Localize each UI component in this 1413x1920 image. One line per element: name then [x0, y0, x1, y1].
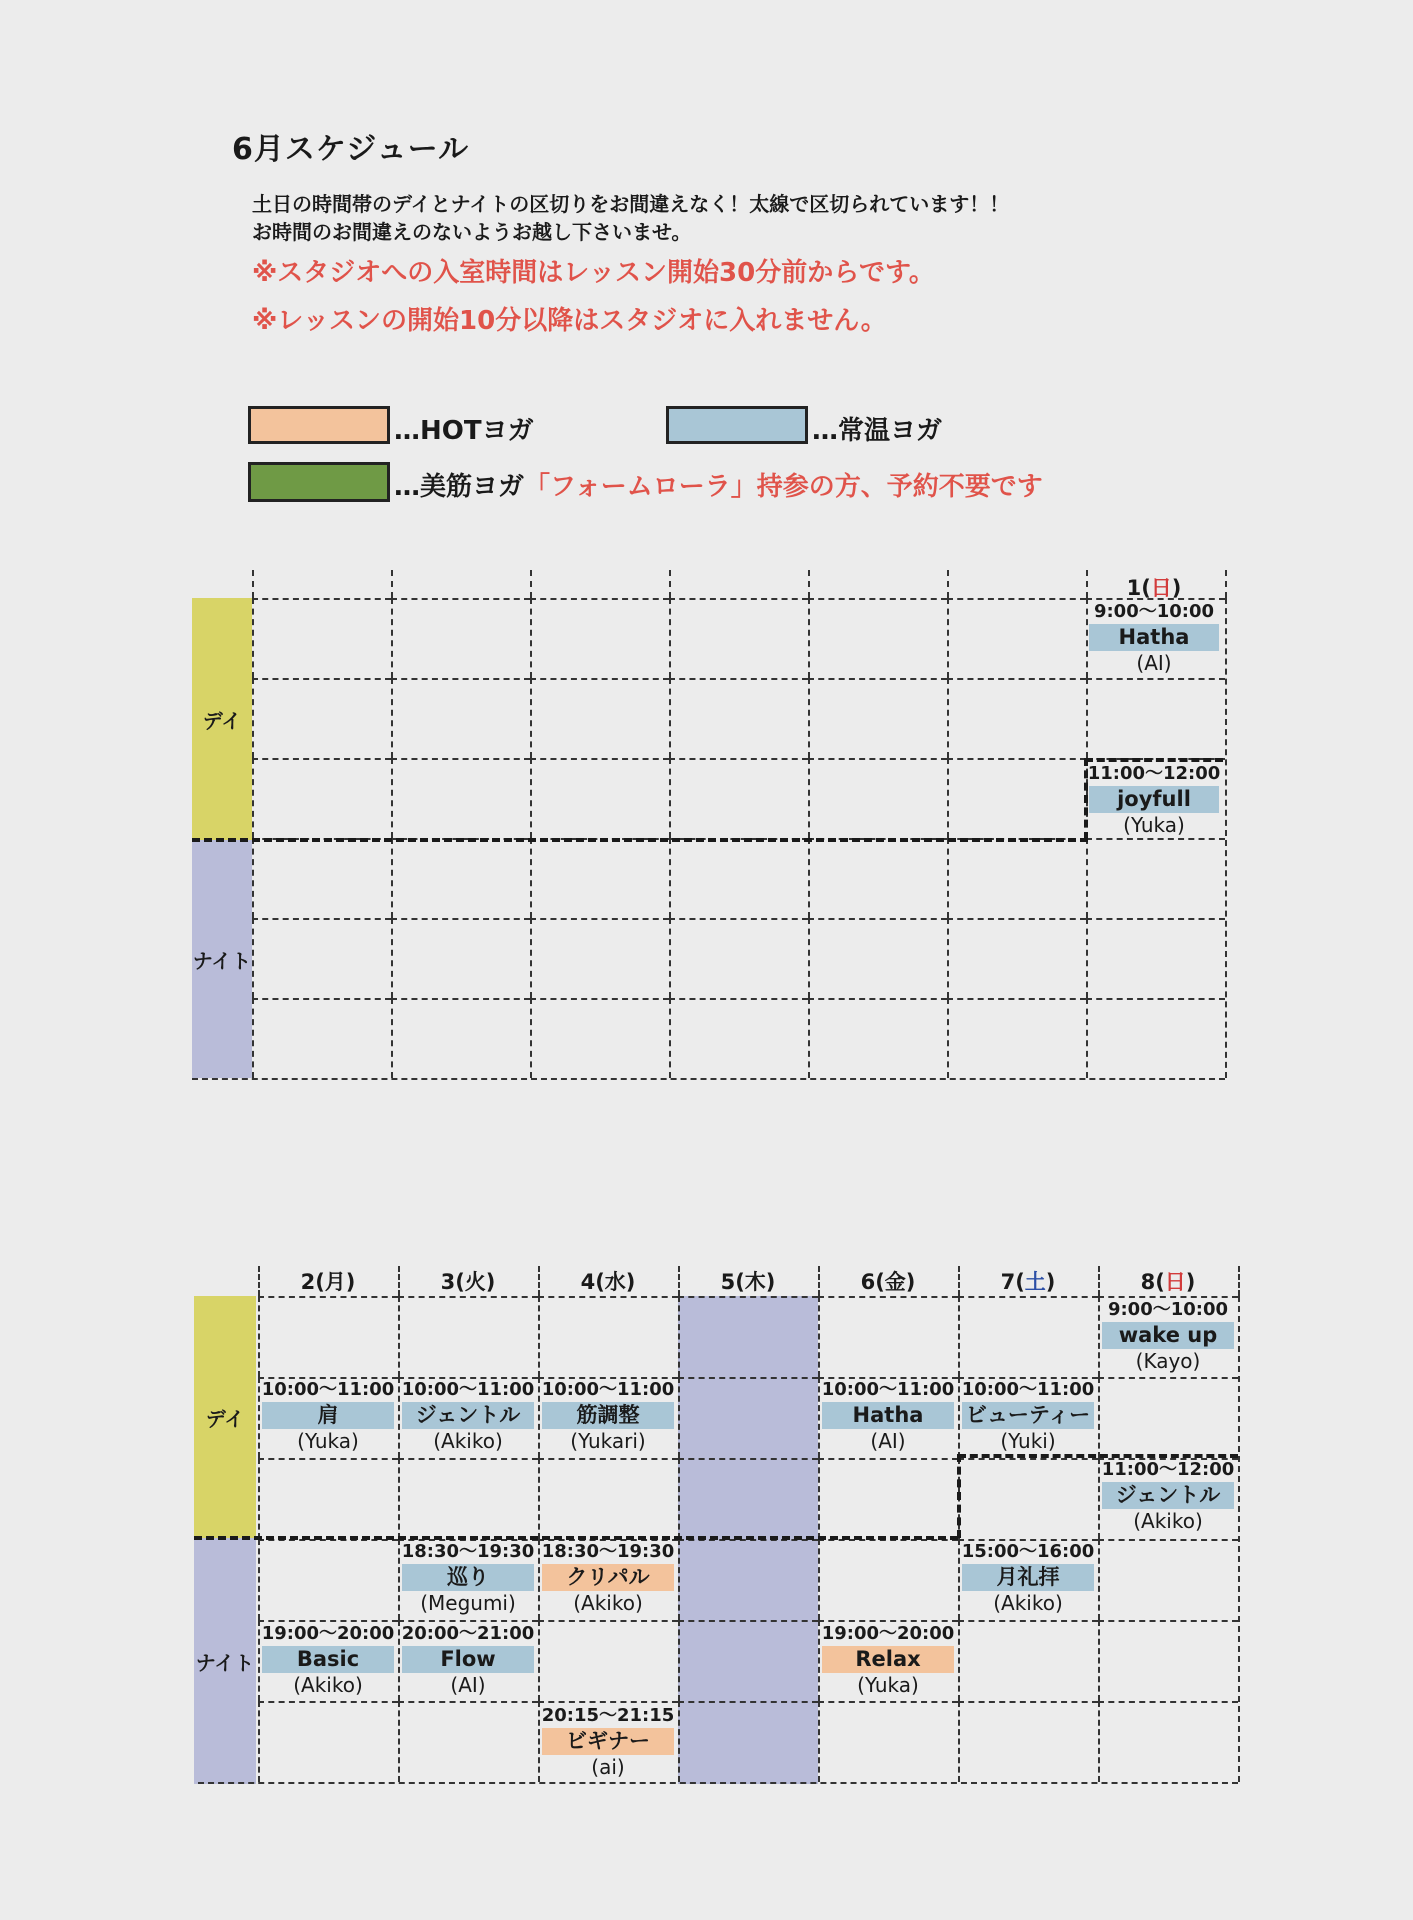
grid-cell — [678, 1701, 818, 1782]
lesson-kata[interactable]: 10:00〜11:00 肩 (Yuka) — [261, 1379, 395, 1453]
grid-cell — [958, 1701, 1098, 1782]
lesson-gentle-8[interactable]: 11:00〜12:00 ジェントル (Akiko) — [1101, 1459, 1235, 1533]
grid-cell — [808, 998, 947, 1078]
grid-cell — [818, 1296, 958, 1377]
weekend-divider-vertical — [957, 1454, 961, 1538]
grid-cell — [669, 678, 808, 758]
grid-right-edge — [1225, 598, 1227, 1078]
grid-cell — [669, 758, 808, 838]
header-tick — [252, 570, 254, 598]
header-tick — [808, 570, 810, 598]
grid-cell — [678, 1539, 818, 1620]
header-tick — [530, 570, 532, 598]
lesson-meguri[interactable]: 18:30〜19:30 巡り (Megumi) — [401, 1541, 535, 1615]
grid-cell — [258, 1296, 398, 1377]
grid-cell — [947, 598, 1086, 678]
section-night: ナイト — [194, 1538, 256, 1784]
lesson-hatha-1[interactable]: 9:00〜10:00 Hatha (AI) — [1085, 600, 1223, 675]
grid-cell — [947, 678, 1086, 758]
grid-cell — [1086, 998, 1225, 1078]
legend-bikin-swatch — [248, 462, 390, 502]
grid-cell — [530, 598, 669, 678]
grid-cell — [252, 998, 391, 1078]
grid-bottom-edge — [198, 1782, 1238, 1784]
grid-cell — [678, 1458, 818, 1539]
header-tick — [947, 570, 949, 598]
grid-cell — [958, 1296, 1098, 1377]
grid-cell — [530, 838, 669, 918]
grid-cell — [391, 598, 530, 678]
grid-cell — [252, 758, 391, 838]
grid-cell — [818, 1539, 958, 1620]
grid-cell — [1086, 918, 1225, 998]
grid-cell — [391, 838, 530, 918]
header-day-4: 4(水) — [580, 1270, 636, 1294]
header-tick — [1238, 1266, 1240, 1296]
grid-cell — [538, 1296, 678, 1377]
grid-cell — [947, 918, 1086, 998]
lesson-basic[interactable]: 19:00〜20:00 Basic (Akiko) — [261, 1623, 395, 1697]
header-day-8: 8(日) — [1140, 1270, 1196, 1294]
grid-right-edge — [1238, 1296, 1240, 1782]
grid-cell — [258, 1539, 398, 1620]
grid-cell — [1098, 1620, 1238, 1701]
grid-cell — [947, 758, 1086, 838]
grid-cell — [1098, 1377, 1238, 1458]
grid-cell — [1086, 678, 1225, 758]
grid-cell — [669, 838, 808, 918]
grid-cell — [808, 678, 947, 758]
grid-cell — [669, 918, 808, 998]
grid-cell — [958, 1458, 1098, 1539]
grid-cell — [538, 1458, 678, 1539]
lesson-beauty[interactable]: 10:00〜11:00 ビューティー (Yuki) — [961, 1379, 1095, 1453]
grid-cell — [252, 918, 391, 998]
lesson-gentle-3[interactable]: 10:00〜11:00 ジェントル (Akiko) — [401, 1379, 535, 1453]
lesson-kinchosei[interactable]: 10:00〜11:00 筋調整 (Yukari) — [541, 1379, 675, 1453]
grid-cell — [818, 1701, 958, 1782]
legend-bikin-label: …美筋ヨガ「フォームローラ」持参の方、予約不要です — [394, 472, 1043, 502]
header-day-2: 2(月) — [300, 1270, 356, 1294]
grid-cell — [398, 1296, 538, 1377]
warning-late-entry: ※レッスンの開始10分以降はスタジオに入れません。 — [252, 306, 887, 336]
grid-cell — [258, 1458, 398, 1539]
grid-cell — [252, 678, 391, 758]
header-tick — [1225, 570, 1227, 598]
lesson-wake-up[interactable]: 9:00〜10:00 wake up (Kayo) — [1098, 1298, 1238, 1373]
section-night: ナイト — [192, 840, 252, 1078]
page-title: 6月スケジュール — [232, 132, 470, 167]
section-day: デイ — [192, 598, 252, 840]
grid-cell — [808, 838, 947, 918]
legend-hot-label: …HOTヨガ — [394, 416, 534, 446]
header-tick — [391, 570, 393, 598]
grid-cell — [808, 918, 947, 998]
grid-cell — [538, 1620, 678, 1701]
lesson-flow[interactable]: 20:00〜21:00 Flow (AI) — [401, 1623, 535, 1697]
grid-cell — [678, 1620, 818, 1701]
lesson-moon-salutation[interactable]: 15:00〜16:00 月礼拝 (Akiko) — [961, 1541, 1095, 1615]
grid-cell — [669, 998, 808, 1078]
grid-cell — [947, 998, 1086, 1078]
header-day-3: 3(火) — [440, 1270, 496, 1294]
grid-bottom-edge — [192, 1078, 1225, 1080]
grid-cell — [1098, 1701, 1238, 1782]
grid-cell — [947, 838, 1086, 918]
lesson-beginner[interactable]: 20:15〜21:15 ビギナー (ai) — [541, 1705, 675, 1779]
legend-hot-swatch — [248, 406, 390, 444]
lesson-relax[interactable]: 19:00〜20:00 Relax (Yuka) — [821, 1623, 955, 1697]
lesson-joyfull-1[interactable]: 11:00〜12:00 joyfull (Yuka) — [1087, 763, 1221, 837]
header-tick — [669, 570, 671, 598]
section-day: デイ — [194, 1296, 256, 1538]
grid-cell — [398, 1701, 538, 1782]
header-day-6: 6(金) — [860, 1270, 916, 1294]
week1-header-1: 1(日) — [1126, 576, 1182, 600]
grid-cell — [530, 758, 669, 838]
header-day-5: 5(木) — [720, 1270, 776, 1294]
grid-cell — [958, 1620, 1098, 1701]
grid-cell — [258, 1701, 398, 1782]
note-line-2: お時間のお間違えのないようお越し下さいませ。 — [252, 220, 692, 244]
grid-cell — [391, 998, 530, 1078]
warning-entry-time: ※スタジオへの入室時間はレッスン開始30分前からです。 — [252, 258, 935, 288]
grid-cell — [678, 1377, 818, 1458]
grid-cell — [398, 1458, 538, 1539]
grid-cell — [530, 998, 669, 1078]
grid-cell — [669, 598, 808, 678]
grid-cell — [530, 918, 669, 998]
grid-cell — [252, 598, 391, 678]
grid-cell — [391, 678, 530, 758]
note-line-1: 土日の時間帯のデイとナイトの区切りをお間違えなく！太線で区切られています！！ — [252, 192, 1010, 216]
lesson-kripalu[interactable]: 18:30〜19:30 クリパル (Akiko) — [541, 1541, 675, 1615]
grid-cell — [391, 918, 530, 998]
lesson-hatha-6[interactable]: 10:00〜11:00 Hatha (AI) — [821, 1379, 955, 1453]
grid-cell — [678, 1296, 818, 1377]
grid-cell — [808, 758, 947, 838]
grid-cell — [808, 598, 947, 678]
grid-cell — [1098, 1539, 1238, 1620]
grid-cell — [252, 838, 391, 918]
header-day-7: 7(土) — [1000, 1270, 1056, 1294]
grid-cell — [391, 758, 530, 838]
grid-cell — [818, 1458, 958, 1539]
legend-normal-swatch — [666, 406, 808, 444]
legend-normal-label: …常温ヨガ — [812, 416, 943, 446]
grid-cell — [1086, 838, 1225, 918]
grid-cell — [530, 678, 669, 758]
day-night-divider — [192, 838, 1088, 842]
